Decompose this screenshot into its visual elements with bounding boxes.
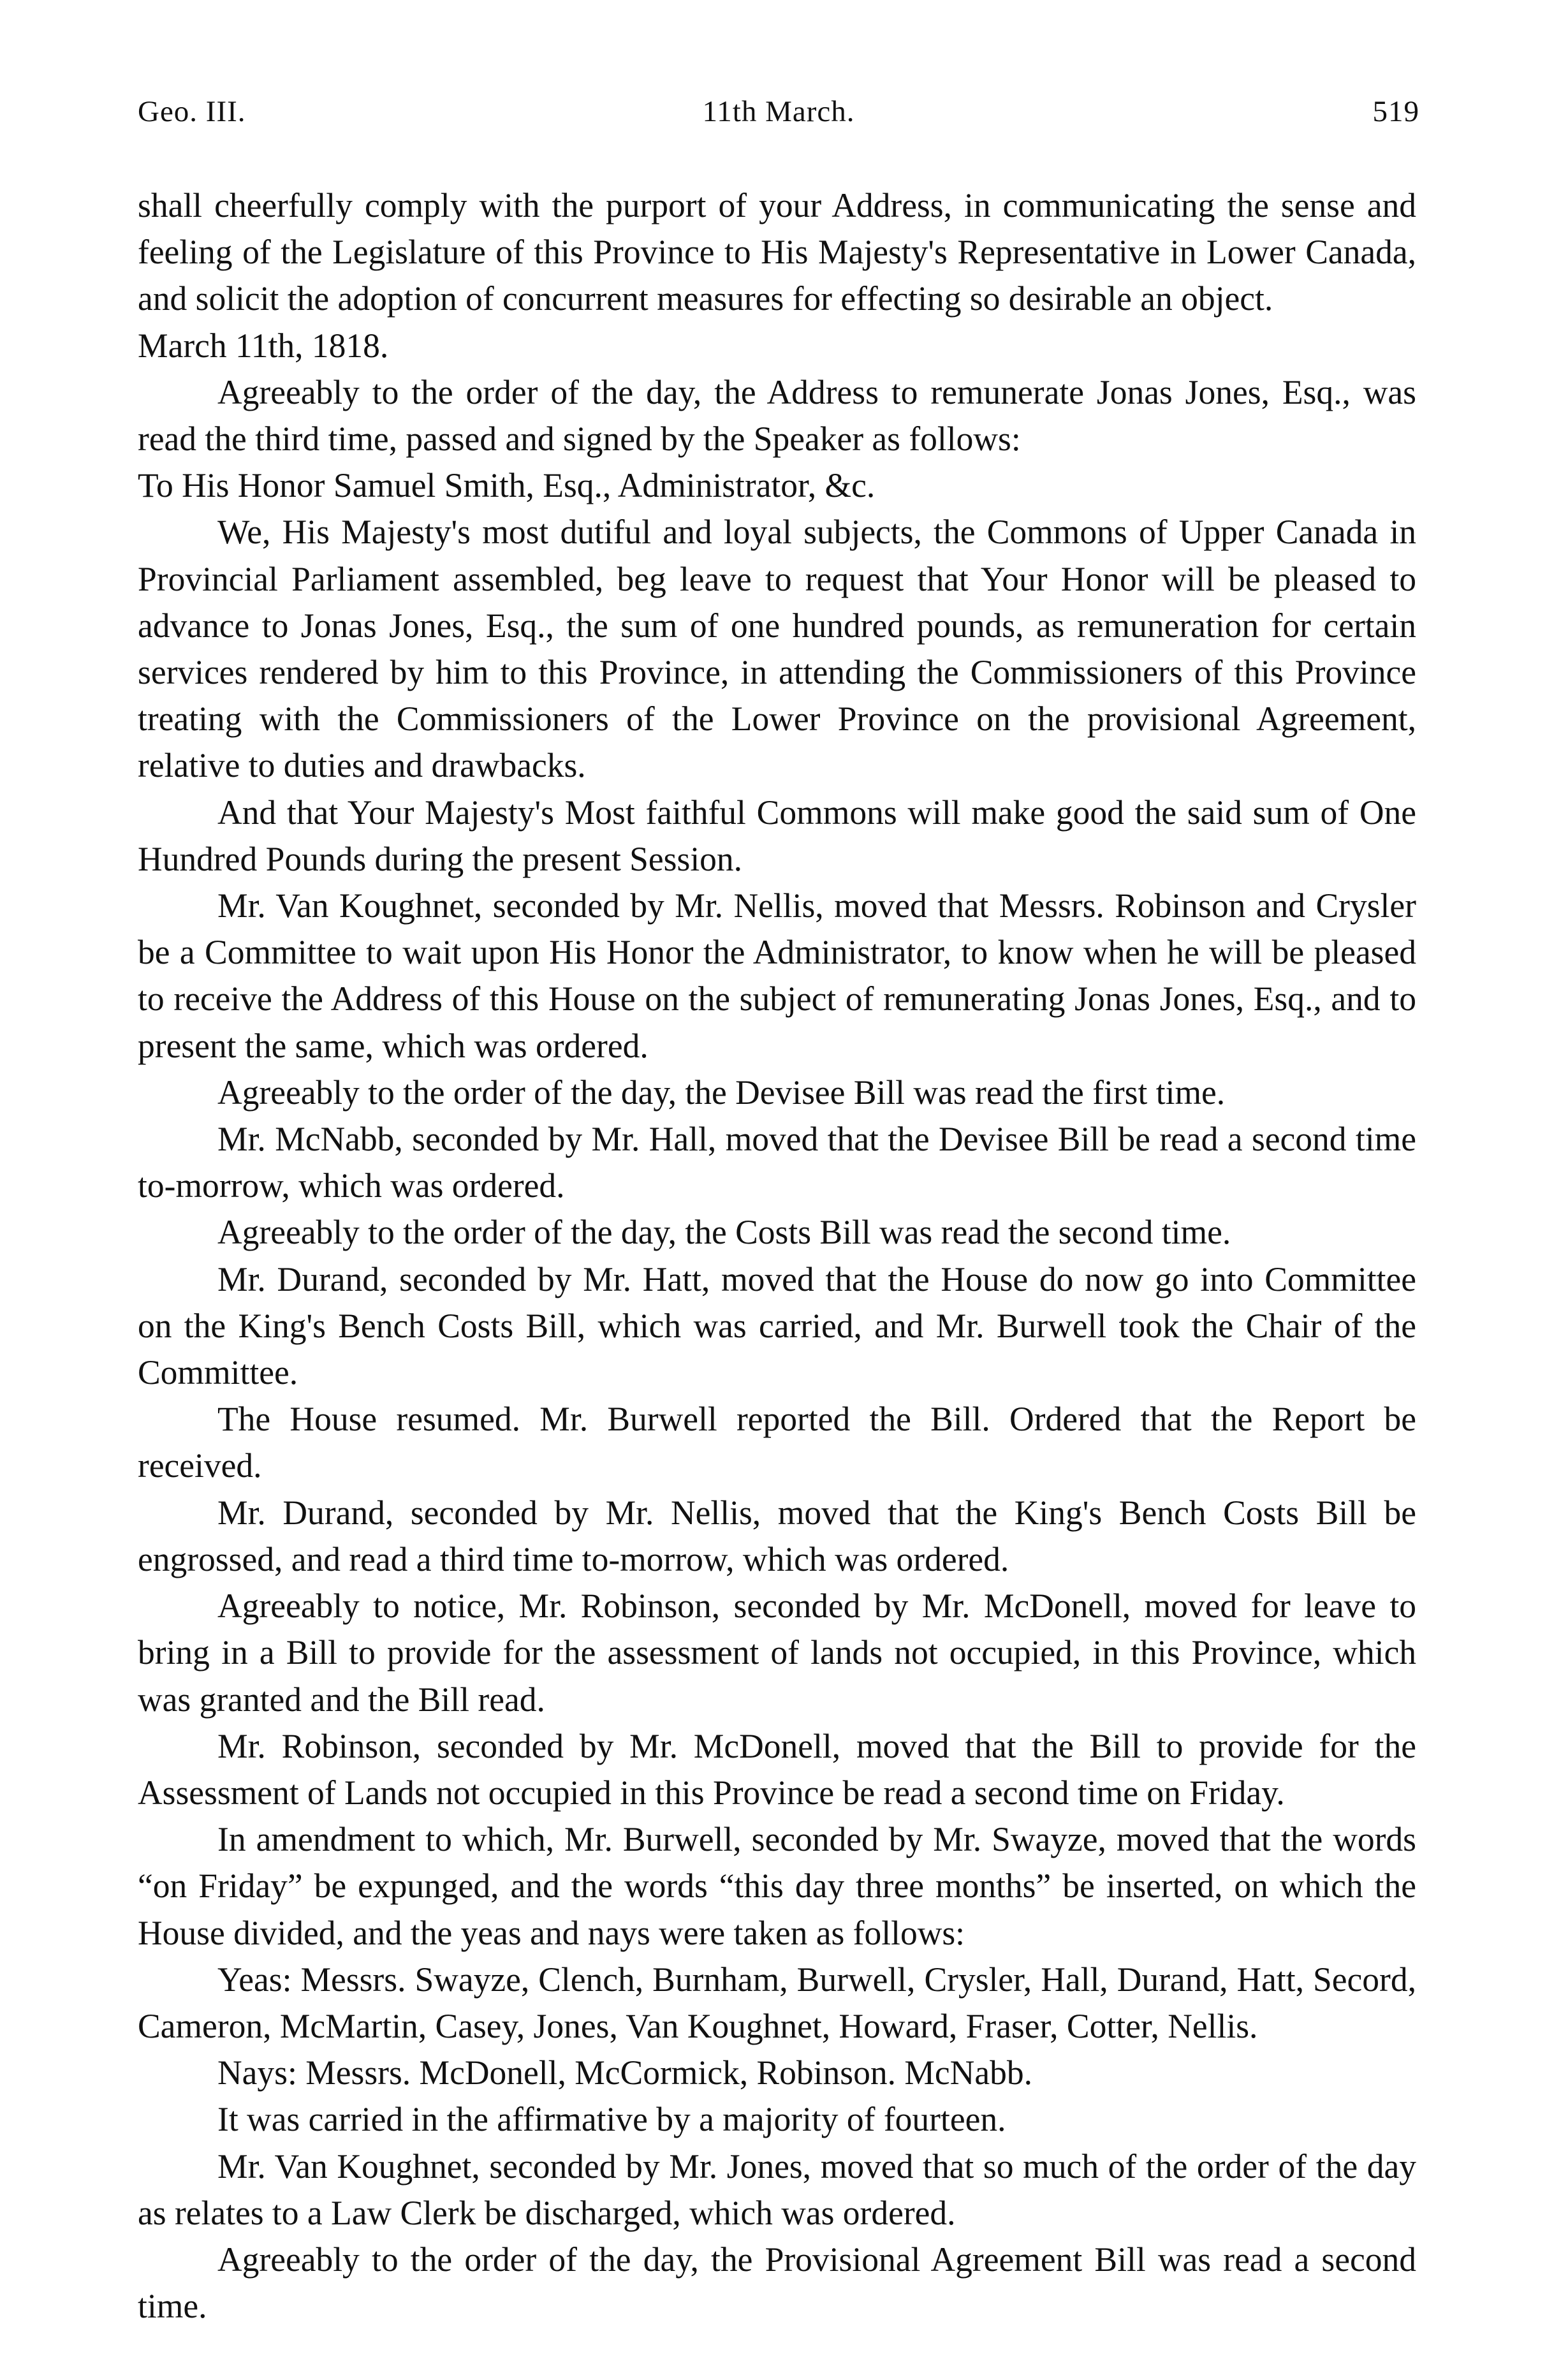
- running-header: [138, 94, 1419, 133]
- paragraph: March 11th, 1818.: [138, 326, 389, 365]
- paragraph: Agreeably to the order of the day, the Devisee Bill was read the first time.: [217, 1073, 1226, 1112]
- paragraph: shall cheerfully comply with the purport of your Address, in communicating the sense and feeling of the Legislature of this Province to His Majesty's Representative in Lower Canada, and solicit the adoption of concurrent measures for effecting so desirable an object.: [138, 186, 1416, 318]
- paragraph: Yeas: Messrs. Swayze, Clench, Burnham, Burwell, Crysler, Hall, Durand, Hatt, Secord, Cameron, McMartin, Casey, Jones, Van Koughnet, Howard, Fraser, Cotter, Nellis.: [138, 1960, 1416, 2045]
- paragraph: The House resumed. Mr. Burwell reported the Bill. Ordered that the Report be received.: [138, 1400, 1416, 1485]
- journal-text: [138, 182, 1416, 2330]
- paragraph: To His Honor Samuel Smith, Esq., Administrator, &c.: [138, 466, 876, 505]
- header-reign: Geo. III.: [138, 95, 246, 128]
- paragraph: It was carried in the affirmative by a majority of fourteen.: [217, 2100, 1006, 2139]
- paragraph: Mr. Robinson, seconded by Mr. McDonell, moved that the Bill to provide for the Assessment of Lands not occupied in this Province be read a second time on Friday.: [138, 1726, 1416, 1812]
- paragraph: Agreeably to notice, Mr. Robinson, seconded by Mr. McDonell, moved for leave to bring in a Bill to provide for the assessment of lands not occupied, in this Province, which was granted and the Bill read.: [138, 1587, 1416, 1719]
- paragraph: In amendment to which, Mr. Burwell, seconded by Mr. Swayze, moved that the words “on Friday” be expunged, and the words “this day three months” be inserted, on which the House divided, and the yeas and nays were taken as follows:: [138, 1820, 1416, 1952]
- paragraph: Nays: Messrs. McDonell, McCormick, Robinson. McNabb.: [217, 2053, 1032, 2092]
- paragraph: Mr. Durand, seconded by Mr. Nellis, moved that the King's Bench Costs Bill be engrossed, and read a third time to-morrow, which was ordered.: [138, 1493, 1416, 1578]
- paragraph: Mr. Van Koughnet, seconded by Mr. Nellis, moved that Messrs. Robinson and Crysler be a Committee to wait upon His Honor the Administrator, to know when he will be pleased to receive the Address of this House on the subject of remunerating Jonas Jones, Esq., and to present the same, which was ordered.: [138, 886, 1416, 1065]
- paragraph: Mr. Van Koughnet, seconded by Mr. Jones, moved that so much of the order of the day as relates to a Law Clerk be discharged, which was ordered.: [138, 2147, 1416, 2232]
- header-date: 11th March.: [702, 95, 855, 128]
- paragraph: Mr. Durand, seconded by Mr. Hatt, moved that the House do now go into Committee on the King's Bench Costs Bill, which was carried, and Mr. Burwell took the Chair of the Committee.: [138, 1260, 1416, 1392]
- paragraph: And that Your Majesty's Most faithful Commons will make good the said sum of One Hundred Pounds during the present Session.: [138, 793, 1416, 878]
- page-number: 519: [1372, 95, 1419, 128]
- paragraph: Mr. McNabb, seconded by Mr. Hall, moved that the Devisee Bill be read a second time to-morrow, which was ordered.: [138, 1120, 1416, 1205]
- paragraph: Agreeably to the order of the day, the Costs Bill was read the second time.: [217, 1213, 1231, 1252]
- paragraph: Agreeably to the order of the day, the Provisional Agreement Bill was read a second time.: [138, 2240, 1416, 2326]
- paragraph: Agreeably to the order of the day, the Address to remunerate Jonas Jones, Esq., was read the third time, passed and signed by the Speaker as follows:: [138, 372, 1416, 459]
- paragraph: We, His Majesty's most dutiful and loyal subjects, the Commons of Upper Canada in Provincial Parliament assembled, beg leave to request that Your Honor will be pleased to advance to Jonas Jones, Esq., the sum of one hundred pounds, as remuneration for certain services rendered by him to this Province, in attending the Commissioners of this Province treating with the Commissioners of the Lower Province on the provisional Agreement, relative to duties and drawbacks.: [138, 513, 1416, 785]
